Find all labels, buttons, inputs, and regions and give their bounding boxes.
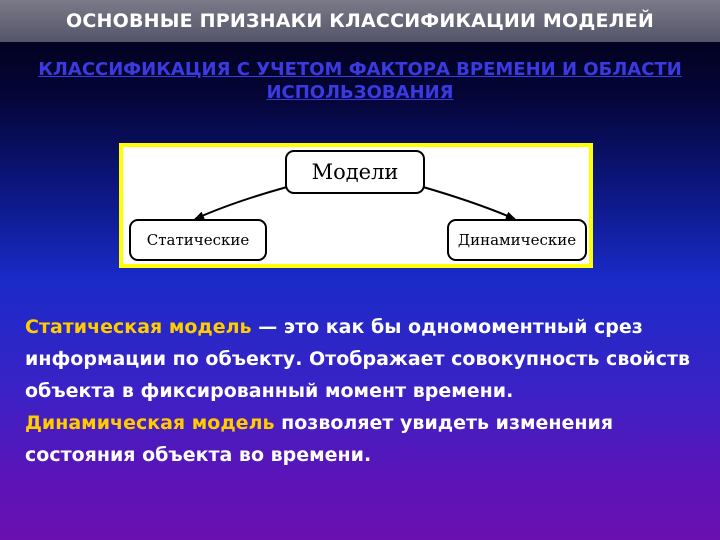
node-dynamic: Динамические [447, 219, 587, 261]
classification-diagram [119, 143, 593, 268]
dynamic-description: позволяет увидеть изменения состояния объекта во времени. [25, 412, 614, 466]
arrow-to-dynamic [423, 187, 515, 219]
node-models: Модели [285, 150, 425, 194]
node-static: Статические [129, 219, 267, 261]
dynamic-term: Динамическая модель [25, 412, 275, 434]
static-term: Статическая модель [25, 316, 252, 338]
dynamic-paragraph [25, 407, 710, 471]
static-paragraph [25, 311, 710, 407]
static-description: — это как бы одномоментный срез информации по объекту. Отображает совокупность свойств объекта в фиксированный момент времени. [25, 316, 691, 402]
arrow-to-static [195, 187, 287, 219]
title-bar [0, 0, 720, 42]
slide-title: ОСНОВНЫЕ ПРИЗНАКИ КЛАССИФИКАЦИИ МОДЕЛЕЙ [66, 10, 654, 32]
body-text [25, 311, 710, 471]
slide-subtitle: КЛАССИФИКАЦИЯ С УЧЕТОМ ФАКТОРА ВРЕМЕНИ И ОБЛАСТИ ИСПОЛЬЗОВАНИЯ [38, 59, 682, 103]
